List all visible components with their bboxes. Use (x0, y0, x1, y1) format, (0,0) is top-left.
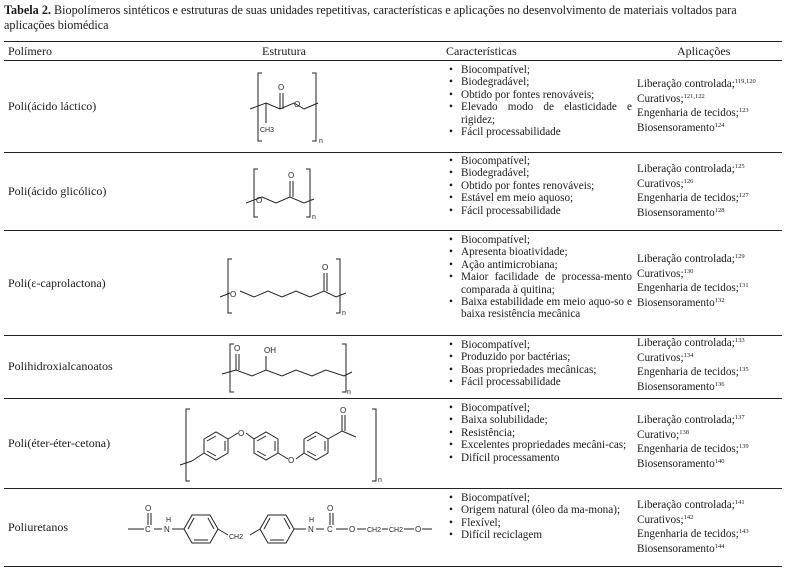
atom-c: C (145, 525, 151, 534)
polymer-name: Polihidroxialcanoatos (8, 359, 113, 373)
feature-item: • Biodegradável; (446, 167, 632, 179)
subscript-n: n (347, 389, 351, 396)
atom-oh: OH (264, 346, 276, 355)
feature-item: • Obtido por fontes renováveis; (446, 180, 632, 192)
reference-number: 138 (679, 428, 690, 436)
group-ch2: CH2 (389, 527, 404, 534)
table-row (0, 489, 786, 566)
reference-number: 129 (734, 253, 745, 260)
application-item: Engenharia de tecidos; (637, 282, 739, 295)
reference-number: 136 (714, 380, 725, 388)
feature-item: • Origem natural (óleo da ma-mona); (446, 504, 632, 516)
application-item: Engenharia de tecidos; (637, 528, 739, 541)
atom-n: N (308, 525, 314, 534)
reference-number: 124 (714, 121, 725, 129)
polymer-name: Poliuretanos (8, 520, 68, 534)
feature-item: • Difícil reciclagem (446, 529, 632, 541)
atom-o: O (322, 263, 329, 272)
application-item: Engenharia de tecidos; (637, 192, 739, 205)
structure-pla (240, 69, 330, 145)
feature-item: • Boas propriedades mecânicas; (446, 364, 632, 376)
feature-item: • Estável em meio aquoso; (446, 192, 632, 204)
structure-pga (242, 163, 322, 223)
features-list (446, 339, 632, 389)
features-list (446, 64, 632, 138)
atom-ch3: CH3 (260, 127, 275, 134)
feature-item: • Biocompatível; (446, 339, 632, 351)
applications (637, 162, 783, 220)
reference-number: 135 (738, 366, 749, 374)
reference-number: 121,122 (683, 92, 705, 100)
atom-o: O (234, 344, 241, 353)
feature-item: • Flexível; (446, 517, 632, 529)
application-item: Curativos; (637, 177, 684, 190)
reference-number: 143 (738, 528, 749, 536)
application-item: Curativo; (637, 428, 680, 441)
application-item: Liberação controlada; (637, 499, 735, 511)
application-item: Liberação controlada; (637, 253, 735, 265)
reference-number: 133 (734, 337, 745, 344)
reference-number: 139 (738, 443, 749, 451)
reference-number: 130 (683, 267, 694, 275)
bottom-rule (4, 566, 782, 567)
feature-item: • Fácil processabilidade (446, 376, 632, 388)
applications (637, 252, 783, 310)
table-caption (4, 3, 780, 33)
atom-h: H (309, 517, 315, 524)
feature-item: • Biocompatível; (446, 155, 632, 167)
polymer-name: Poli(éter-éter-cetona) (8, 436, 111, 450)
application-item: Engenharia de tecidos; (637, 443, 739, 456)
structure-pcl (218, 253, 358, 319)
subscript-n: n (312, 214, 316, 221)
atom-o: O (288, 456, 295, 465)
reference-number: 126 (683, 177, 694, 185)
features-list (446, 402, 632, 464)
application-item: Liberação controlada; (637, 414, 735, 426)
reference-number: 119,120 (734, 78, 756, 85)
applications (637, 336, 783, 394)
table-row (0, 399, 786, 488)
table-row (0, 153, 786, 230)
reference-number: 141 (734, 499, 745, 506)
applications (637, 413, 783, 471)
feature-item: • Biocompatível; (446, 492, 632, 504)
structure-peek (176, 405, 396, 485)
feature-item: • Obtido por fontes renováveis; (446, 89, 632, 101)
feature-item: • Resistência; (446, 427, 632, 439)
application-item: Liberação controlada; (637, 78, 735, 90)
atom-n: N (164, 525, 170, 534)
caption-label: Tabela 2. (4, 3, 51, 17)
feature-item: • Biodegradável; (446, 76, 632, 88)
feature-item: • Fácil processabilidade (446, 205, 632, 217)
table-row (0, 336, 786, 398)
top-rule (4, 41, 782, 42)
feature-item: • Baixa estabilidade em meio aquo-so e baixa resistência mecânica (446, 296, 632, 321)
structure-pu (126, 499, 436, 557)
polymer-name: Poli(ε-caprolactona) (8, 276, 106, 290)
application-item: Curativos; (637, 351, 684, 364)
caption-text: Biopolímeros sintéticos e estruturas de suas unidades repetitivas, características e aplicações no desenvolvimento de materiais voltados para aplicações biomédica (4, 3, 737, 32)
feature-item: • Difícil processamento (446, 452, 632, 464)
atom-o: O (349, 525, 356, 534)
application-item: Engenharia de tecidos; (637, 107, 739, 120)
feature-item: • Maior facilidade de processa-mento comparada à quitina; (446, 271, 632, 296)
reference-number: 125 (734, 163, 745, 170)
application-item: Biosensoramento (637, 380, 715, 393)
subscript-n: n (342, 310, 346, 317)
table-row (0, 231, 786, 335)
reference-number: 127 (738, 192, 749, 200)
atom-o: O (288, 171, 295, 180)
table-row (0, 61, 786, 152)
reference-number: 132 (714, 296, 725, 304)
application-item: Engenharia de tecidos; (637, 366, 739, 379)
atom-o: O (256, 196, 263, 205)
reference-number: 137 (734, 414, 745, 421)
atom-c: C (327, 525, 333, 534)
atom-o: O (415, 525, 422, 534)
application-item: Biosensoramento (637, 206, 715, 219)
header-aplicacoes: Aplicações (677, 44, 731, 58)
reference-number: 140 (714, 457, 725, 465)
applications (637, 77, 783, 135)
header-caracteristicas: Características (446, 44, 517, 58)
feature-item: • Biocompatível; (446, 64, 632, 76)
application-item: Curativos; (637, 513, 684, 526)
subscript-n: n (378, 477, 382, 484)
features-list (446, 492, 632, 542)
reference-number: 131 (738, 282, 749, 290)
features-list (446, 234, 632, 321)
atom-o: O (340, 406, 347, 415)
atom-o: O (230, 290, 237, 299)
feature-item: • Baixa solubilidade; (446, 414, 632, 426)
header-polimero: Polímero (8, 44, 52, 58)
group-ch2: CH2 (367, 527, 382, 534)
application-item: Biosensoramento (637, 542, 715, 555)
polymer-name: Poli(ácido láctico) (8, 99, 97, 113)
atom-o: O (145, 504, 152, 513)
atom-h: H (166, 517, 172, 524)
application-item: Biosensoramento (637, 457, 715, 470)
atom-o: O (238, 429, 245, 438)
feature-item: • Fácil processabilidade (446, 126, 632, 138)
application-item: Liberação controlada; (637, 163, 735, 175)
reference-number: 144 (714, 542, 725, 550)
application-item: Curativos; (637, 92, 684, 105)
applications (637, 498, 783, 556)
subscript-n: n (319, 138, 323, 145)
atom-o: O (278, 83, 285, 92)
application-item: Liberação controlada; (637, 337, 735, 349)
reference-number: 123 (738, 107, 749, 115)
application-item: Biosensoramento (637, 296, 715, 309)
feature-item: • Elevado modo de elasticidade e rigidez; (446, 101, 632, 126)
feature-item: • Biocompatível; (446, 402, 632, 414)
reference-number: 142 (683, 513, 694, 521)
feature-item: • Apresenta bioatividade; (446, 246, 632, 258)
atom-o: O (327, 504, 334, 513)
group-ch2: CH2 (229, 534, 244, 541)
polymer-name: Poli(ácido glicólico) (8, 184, 107, 198)
features-list (446, 155, 632, 217)
feature-item: • Produzido por bactérias; (446, 351, 632, 363)
header-estrutura: Estrutura (262, 44, 306, 58)
reference-number: 128 (714, 206, 725, 214)
application-item: Biosensoramento (637, 121, 715, 134)
feature-item: • Biocompatível; (446, 234, 632, 246)
feature-item: • Ação antimicrobiana; (446, 259, 632, 271)
structure-pha (220, 340, 360, 396)
application-item: Curativos; (637, 267, 684, 280)
reference-number: 134 (683, 351, 694, 359)
atom-o: O (294, 100, 301, 109)
feature-item: • Excelentes propriedades mecâni-cas; (446, 439, 632, 451)
